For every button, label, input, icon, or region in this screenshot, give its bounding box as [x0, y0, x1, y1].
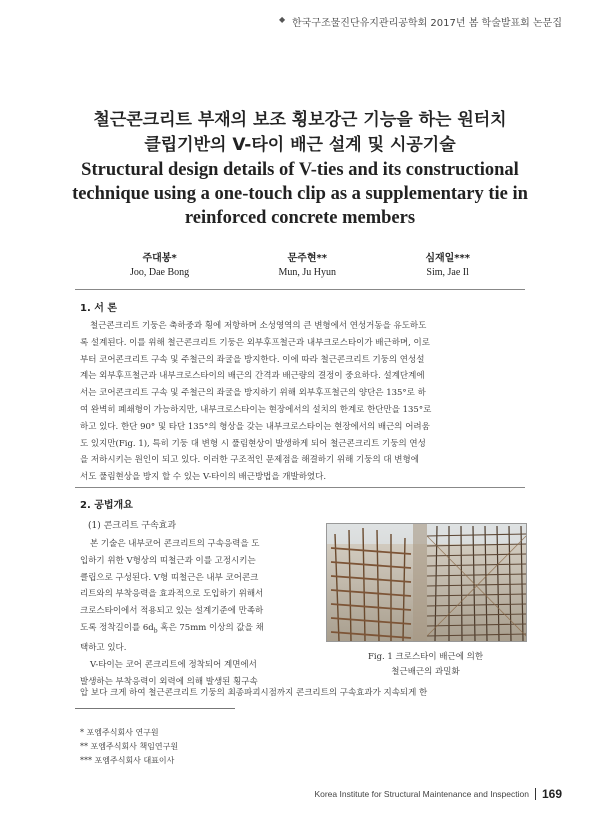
- body-line: 택하고 있다.: [80, 643, 127, 654]
- body-line: 록 설계된다. 이를 위해 철근콘크리트 기둥은 외부후프철근과 내부크로스타이가 배근하며, 이로: [80, 337, 430, 348]
- body-line: 을 저하시키는 원인이 되고 있다. 이러한 구조적인 문제점을 해결하기 위해 기둥의 대 변형에: [80, 455, 419, 466]
- page-number: 169: [541, 787, 562, 801]
- footnote: * 포엠주식회사 연구원: [80, 728, 159, 737]
- footer-journal-name: Korea Institute for Structural Maintenance and Inspection: [314, 789, 529, 799]
- caption-line-2: 철근배근의 과밀화: [391, 667, 460, 677]
- korean-title-line-1: 철근콘크리트 부재의 보조 횡보강근 기능을 하는 원터치: [93, 110, 507, 130]
- author-name-en: Sim, Jae Il: [426, 267, 469, 278]
- author-list: [130, 252, 470, 280]
- body-line: 입하기 위한 V형상의 띠철근과 이를 고정시키는: [80, 555, 256, 566]
- body-line: 클립으로 구성된다. V형 띠철근은 내부 코어콘크: [80, 572, 259, 583]
- author: [278, 252, 336, 280]
- divider: [75, 487, 525, 488]
- footnotes: [80, 726, 178, 768]
- subsection-heading: (1) 콘크리트 구속효과: [88, 521, 177, 531]
- rebar-cage-photo: [327, 524, 526, 641]
- author-name-en: Joo, Dae Bong: [130, 267, 190, 278]
- korean-title: [40, 108, 560, 158]
- section-2-heading: 2. 공법개요: [80, 500, 133, 511]
- korean-title-line-2: 클립기반의 V-타이 배근 설계 및 시공기술: [144, 135, 456, 155]
- author: [130, 252, 189, 280]
- section-1-heading: 1. 서 론: [80, 303, 118, 314]
- english-title: [40, 158, 560, 230]
- author-name-en: Mun, Ju Hyun: [278, 267, 336, 278]
- author-name-ko: 문주현**: [287, 253, 327, 264]
- footnote: *** 포엠주식회사 대표이사: [80, 756, 175, 765]
- body-line: 발생하는 부착응력이 외력에 의해 발생된 횡구속: [80, 677, 258, 688]
- figure-caption: [326, 650, 525, 680]
- section-2-body: [80, 536, 316, 691]
- body-text: 혹은 75mm 이상의 값을 채: [157, 622, 264, 633]
- english-title-line-2: technique using a one-touch clip as a supplementary tie in: [72, 184, 528, 204]
- body-line: V-타이는 코어 콘크리트에 정착되어 계면에서: [90, 660, 257, 671]
- author-name-ko: 주대봉*: [142, 253, 177, 264]
- body-line: 서는 코어콘크리트 구속 및 주철근의 좌굴을 방지하기 위해 외부후프철근의 양단은 135°로 하: [80, 388, 426, 399]
- running-header-text: 한국구조물진단유지관리공학회 2017년 봄 학술발표회 논문집: [291, 18, 562, 29]
- body-line: 계는 외부후프철근과 내부크로스타이의 배근의 간격과 배근량의 결정이 중요하다. 설계단계에: [80, 371, 425, 382]
- author-name-ko: 심재일***: [425, 253, 470, 264]
- body-line: 도 있지만(Fig. 1), 특히 기둥 대 변형 시 풀림현상이 발생하게 되어 철근콘크리트 기둥의 연성: [80, 438, 426, 449]
- page-footer: [314, 787, 562, 801]
- divider: [75, 289, 525, 290]
- caption-line-1: Fig. 1 크로스타이 배근에 의한: [367, 652, 484, 662]
- subscript: b: [153, 627, 158, 635]
- footnote-divider: [75, 708, 235, 709]
- diamond-icon: [279, 17, 288, 26]
- author: [425, 252, 470, 280]
- body-line: 압 보다 크게 하여 철근콘크리트 기둥의 최종파괴시점까지 콘크리트의 구속효과가 지속되게 한: [80, 688, 428, 698]
- body-line: 크로스타이에서 적용되고 있는 설계기준에 만족하: [80, 606, 264, 617]
- body-line: 철근콘크리트 기둥은 축하중과 횡에 저항하며 소성영역의 큰 변형에서 연성거동을 유도하도: [90, 321, 427, 331]
- body-line: 서도 풀림현상을 방지 할 수 있는 V-타이의 배근방법을 개발하였다.: [80, 472, 327, 483]
- body-line: 여 완벽히 폐쇄형이 가능하지만, 내부크로스타이는 현장에서의 설치의 한계로 한단만을 135°로: [80, 404, 432, 415]
- footer-separator: [535, 788, 536, 800]
- footnote: ** 포엠주식회사 책임연구원: [80, 742, 179, 751]
- body-line: 리트와의 부착응력을 효과적으로 도입하기 위해서: [80, 589, 264, 600]
- english-title-line-3: reinforced concrete members: [184, 208, 416, 228]
- body-line: 하고 있다. 한단 90° 및 타단 135°의 형상을 갖는 내부크로스타이는 현장에서의 배근의 어려움: [80, 421, 430, 432]
- figure-photo: [326, 523, 527, 642]
- body-text: 도록 정착길이를 6d: [80, 622, 154, 633]
- english-title-line-1: Structural design details of V-ties and its constructional: [81, 160, 519, 180]
- body-line: 본 기술은 내부코어 콘크리트의 구속응력을 도: [90, 539, 260, 549]
- running-header: [279, 14, 562, 29]
- body-line: [80, 620, 316, 640]
- section-1-body: [80, 318, 525, 486]
- body-line: 부터 코어콘크리트 구속 및 주철근의 좌굴을 방지한다. 이에 따라 철근콘크리트 기둥의 연성설: [80, 354, 425, 365]
